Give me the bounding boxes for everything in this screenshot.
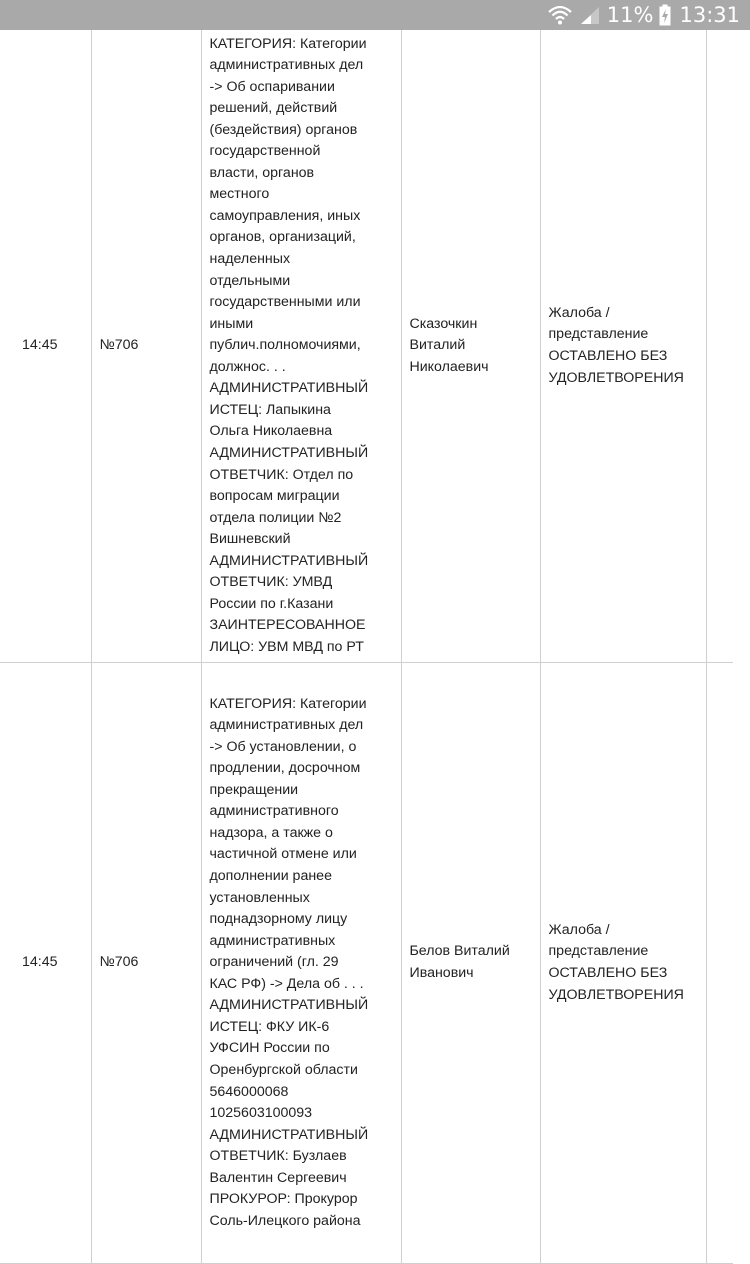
- result-cell: [540, 663, 706, 1264]
- result-cell: [540, 30, 706, 663]
- case-description-cell: [201, 30, 401, 663]
- hearing-time: 14:45: [0, 30, 91, 663]
- case-description: КАТЕГОРИЯ: Категории административных дел -> Об оспаривании решений, действий (бездействия) органов государственной власти, органов местного самоуправления, иных органов, организаций, наделенных отдельными государственными или иными публич.полномочиями, должнос. . . АДМИНИСТРАТИВНЫЙ ИСТЕЦ: Лапыкина Ольга Николаевна АДМИНИСТРАТИВНЫЙ ОТВЕТЧИК: Отдел по вопросам миграции отдела полиции №2 Вишневский АДМИНИСТРАТИВНЫЙ ОТВЕТЧИК: УМВД России по г.Казани ЗАИНТЕРЕСОВАННОЕ ЛИЦО: УВМ МВД по РТ: [209, 35, 369, 655]
- table-row[interactable]: [0, 663, 733, 1264]
- battery-charging-icon: [659, 4, 671, 26]
- judge-name: Сказочкин Виталий Николаевич: [409, 315, 489, 375]
- status-clock: 13:31: [679, 3, 740, 27]
- case-description-cell: [201, 663, 401, 1264]
- cases-table: [0, 30, 733, 1264]
- case-description: КАТЕГОРИЯ: Категории административных дел -> Об установлении, о продлении, досрочном прекращении административного надзора, а также о частичной отмене или дополнении ранее установленных поднадзорному лицу административных ограничений (гл. 29 КАС РФ) -> Дела об . . . АДМИНИСТРАТИВНЫЙ ИСТЕЦ: ФКУ ИК-6 УФСИН России по Оренбургской области 5646000068 1025603100093 АДМИНИСТРАТИВНЫЙ ОТВЕТЧИК: Бузлаев Валентин Сергеевич ПРОКУРОР: Прокурор Соль-Илецкого района: [209, 695, 369, 1229]
- empty-cell: [706, 30, 733, 663]
- case-result: Жалоба / представление ОСТАВЛЕНО БЕЗ УДОВЛЕТВОРЕНИЯ: [548, 304, 684, 386]
- judge-cell: [401, 30, 540, 663]
- case-number: №706: [91, 30, 201, 663]
- wifi-icon: [547, 4, 573, 26]
- judge-name: Белов Виталий Иванович: [409, 943, 510, 981]
- table-row[interactable]: [0, 30, 733, 663]
- case-result: Жалоба / представление ОСТАВЛЕНО БЕЗ УДОВЛЕТВОРЕНИЯ: [548, 921, 684, 1003]
- judge-cell: [401, 663, 540, 1264]
- case-number: №706: [91, 663, 201, 1264]
- case-list[interactable]: [0, 30, 750, 1229]
- battery-percent: 11%: [606, 3, 654, 27]
- hearing-time: 14:45: [0, 663, 91, 1264]
- signal-icon: [579, 5, 601, 25]
- status-bar: [0, 0, 750, 30]
- status-bar-right: [547, 0, 740, 30]
- empty-cell: [706, 663, 733, 1264]
